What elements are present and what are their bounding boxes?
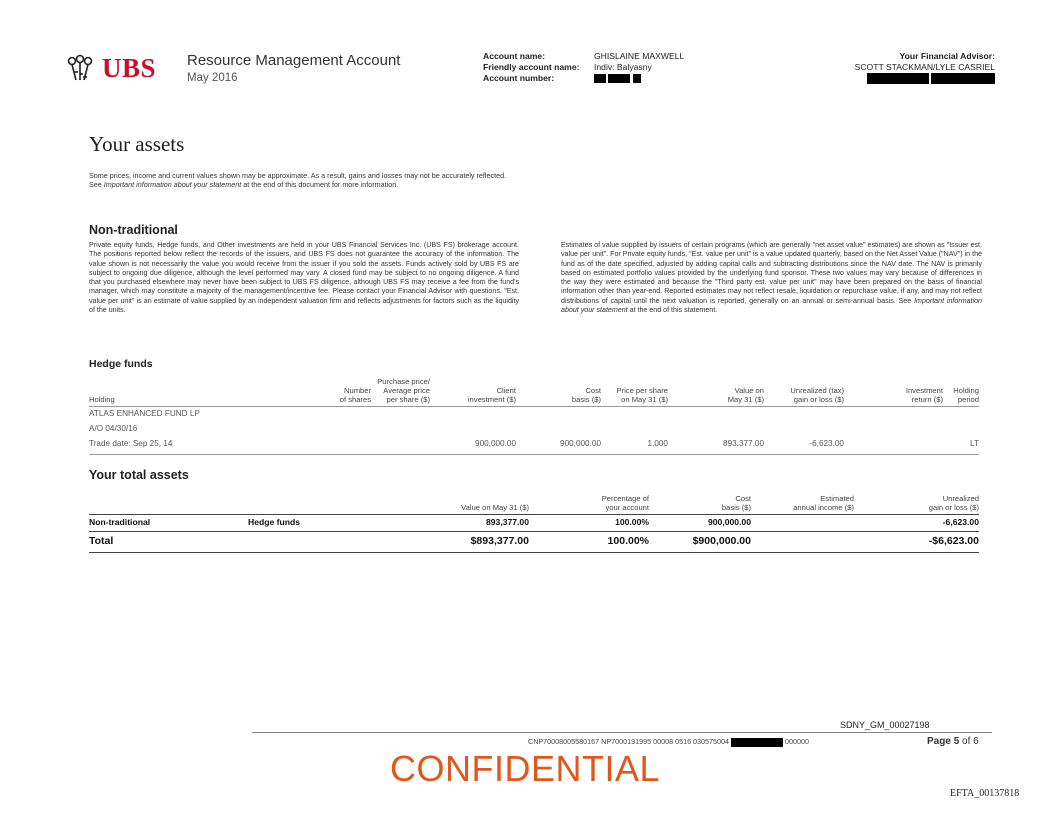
friendly-name-label: Friendly account name: xyxy=(483,62,580,72)
statement-period: May 2016 xyxy=(187,72,238,84)
page-current: 5 xyxy=(953,736,960,747)
unrealized-gain-loss: -6,623.00 xyxy=(809,439,844,448)
fund-name: ATLAS ENHANCED FUND LP xyxy=(89,409,200,418)
client-investment: 900,000.00 xyxy=(475,439,516,448)
hedge-funds-table xyxy=(89,374,979,455)
fund-ao-date: A/O 04/30/16 xyxy=(89,424,138,433)
account-number-label: Account number: xyxy=(483,73,555,83)
account-name-label: Account name: xyxy=(483,51,546,61)
page-number xyxy=(927,736,979,747)
redaction-block xyxy=(867,73,929,84)
table-header xyxy=(89,486,979,515)
account-info xyxy=(483,51,684,84)
advisor-label: Your Financial Advisor: xyxy=(899,51,995,61)
efta-number: EFTA_00137818 xyxy=(950,788,1020,799)
col-percentage: Percentage of your account xyxy=(601,494,649,512)
nontraditional-heading: Non-traditional xyxy=(89,223,178,237)
friendly-name-value: Indiv: Balyasny xyxy=(594,62,652,72)
redaction-block xyxy=(931,73,995,84)
intro-text-end: at the end of this document for more information. xyxy=(243,180,399,189)
price-per-share: 1.000 xyxy=(647,439,668,448)
financial-advisor xyxy=(855,51,995,84)
trade-date: Trade date: Sep 25, 14 xyxy=(89,439,173,448)
asset-subcategory: Hedge funds xyxy=(248,517,301,527)
footer-code-suffix: 000000 xyxy=(785,737,810,746)
paragraph-emphasis: Important information about your statement xyxy=(561,296,982,315)
total-assets-table xyxy=(89,486,979,553)
total-row xyxy=(89,531,979,553)
col-investment-return: Investment return ($) xyxy=(905,386,943,404)
nontraditional-paragraph-left: Private equity funds, Hedge funds, and Other investments are held in your UBS Financial Services Inc. (UBS FS) brokerage account. The positions reported below reflect the records of the issuers, and UBS FS does not guarantee the accuracy of the information. The value shown is not necessarily the value you would receive from the issuer if you sold the assets. Funds actively sold by UBS FS are subject to ongoing due diligence, although the level performed may vary. A closed fund may be subject to no ongoing diligence. A fund that you purchased elsewhere may never have been subject to UBS FS diligence, although UBS FS may receive a fee from the fund's manager, which may constitute a majority of the management/incentive fee. Please contact your Financial Advisor with questions. "Est. value per unit" is an estimate of value supplied by an independent valuation firm and reflects adjustments for factors such as the liquidity of the units. xyxy=(89,241,519,315)
account-name-value: GHISLAINE MAXWELL xyxy=(594,51,685,61)
ubs-logo xyxy=(64,52,156,84)
hedge-funds-heading: Hedge funds xyxy=(89,358,153,370)
table-row xyxy=(89,437,979,455)
paragraph-text-end: at the end of this statement. xyxy=(629,306,718,315)
confidential-stamp: CONFIDENTIAL xyxy=(390,748,661,789)
total-percentage: 100.00% xyxy=(607,535,649,547)
asset-unrealized: -6,623.00 xyxy=(942,517,979,527)
col-price-per-share: Price per share on May 31 ($) xyxy=(616,386,668,404)
statement-title: Resource Management Account xyxy=(187,52,401,69)
redaction-block xyxy=(633,74,641,83)
intro-text: Some prices, income and current values shown may be approximate. As a result, gains and losses may not be accurately reflected. See xyxy=(89,171,507,189)
total-unrealized: -$6,623.00 xyxy=(928,535,979,547)
col-unrealized: Unrealized (tax) gain or loss ($) xyxy=(790,386,844,404)
col-value: Value on May 31 ($) xyxy=(727,386,764,404)
redaction-block xyxy=(731,738,783,747)
ubs-keys-icon xyxy=(64,52,96,84)
bates-number: SDNY_GM_00027198 xyxy=(840,720,930,730)
total-label: Total xyxy=(89,535,114,547)
col-unrealized: Unrealized gain or loss ($) xyxy=(928,494,979,512)
asset-category: Non-traditional xyxy=(89,517,151,527)
intro-note xyxy=(89,171,509,189)
total-assets-heading: Your total assets xyxy=(89,468,189,482)
cost-basis: 900,000.00 xyxy=(560,439,601,448)
intro-emphasis: Important information about your statement xyxy=(103,180,242,189)
redaction-block xyxy=(608,74,630,83)
holding-period: LT xyxy=(970,439,979,448)
table-row xyxy=(89,422,979,437)
paragraph-text: Estimates of value supplied by issuers of certain programs (which are generally "net asset value" estimates) are shown as "Issuer est. value per unit". For Private equity funds, "Est. value per unit" is a value updated quarterly, based on the Net Asset Value ("NAV") in the fund as of the date specified, adjusted by adding capital calls and subtracting distributions since the NAV date. The NAV is primarily based on estimated portfolio values provided by the underlying fund sponsor. These two values may vary because of differences in the way they were estimated and because the "Third party est. value per unit" may have been prepared on the basis of financial information other than year-end. Reported estimates may not reflect resale, liquidation or repurchase value, if any, and may not reflect distributions of capital until the next valuation is reported, generally on an annual or semi-annual basis. See xyxy=(561,241,982,305)
logo-text: UBS xyxy=(102,52,157,83)
table-header xyxy=(89,374,979,407)
footer-code xyxy=(528,737,809,747)
asset-value: 893,377.00 xyxy=(485,517,529,527)
table-row xyxy=(89,515,979,531)
col-holding: Holding xyxy=(89,395,115,404)
nontraditional-paragraph-right xyxy=(561,241,982,315)
table-row xyxy=(89,407,979,422)
redaction-block xyxy=(594,74,606,83)
col-annual-income: Estimated annual income ($) xyxy=(793,494,854,512)
page-label: Page xyxy=(927,736,951,747)
col-cost-basis: Cost basis ($) xyxy=(571,386,601,404)
col-holding-period: Holding period xyxy=(953,386,979,404)
value-on-date: 893,377.00 xyxy=(723,439,764,448)
col-shares: Number of shares xyxy=(339,386,371,404)
col-value-on-date: Value on May 31 ($) xyxy=(461,503,529,512)
total-value: $893,377.00 xyxy=(470,535,529,547)
advisor-names: SCOTT STACKMAN/LYLE CASRIEL xyxy=(854,62,995,72)
page-title: Your assets xyxy=(89,132,185,156)
total-cost: $900,000.00 xyxy=(692,535,751,547)
col-purchase-price: Purchase price/ Average price per share ($) xyxy=(377,377,430,404)
asset-cost: 900,000.00 xyxy=(707,517,751,527)
asset-percentage: 100.00% xyxy=(615,517,649,527)
col-cost-basis: Cost basis ($) xyxy=(721,494,751,512)
col-client-investment: Client investment ($) xyxy=(467,386,516,404)
page-total: of 6 xyxy=(962,736,979,747)
footer-code-text: CNP70008005580167 NP7000191995 00008 0516 030575004 xyxy=(528,737,730,746)
footer-divider xyxy=(252,732,992,733)
